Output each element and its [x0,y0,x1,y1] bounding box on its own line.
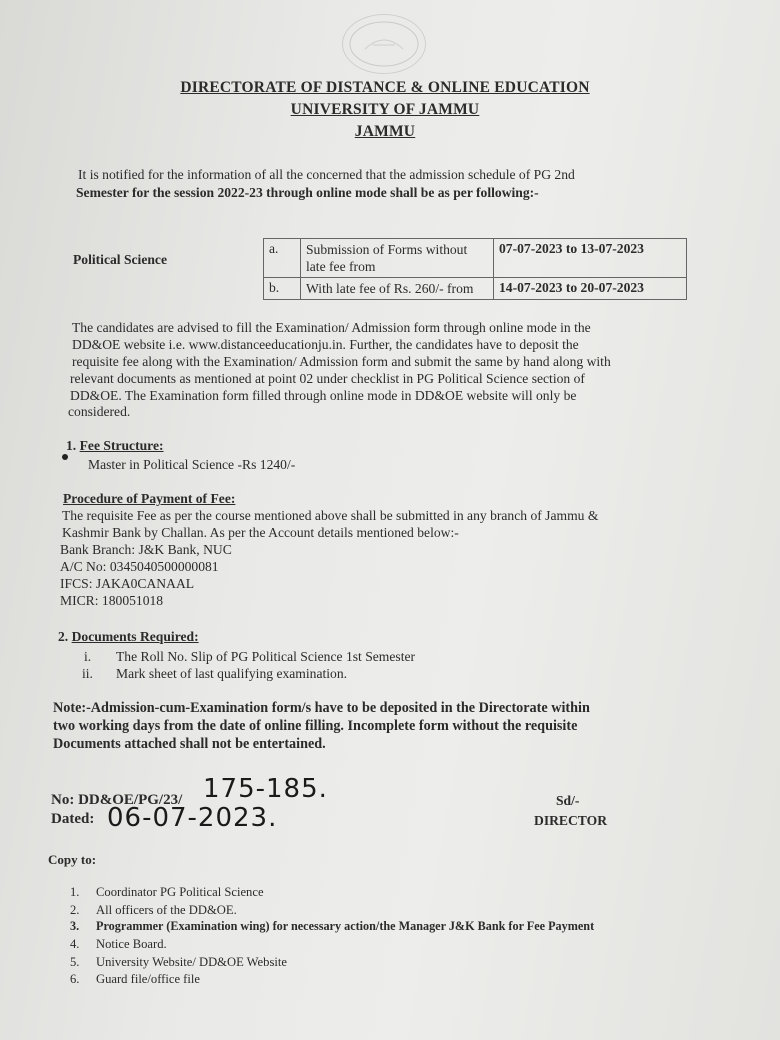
advice-line: DD&OE website i.e. www.distanceeducationju.in. Further, the candidates have to deposit the [72,337,579,352]
list-item-text: University Website/ DD&OE Website [96,955,287,969]
bullet-icon [62,454,68,460]
header-university: UNIVERSITY OF JAMMU [290,101,480,118]
bank-branch: Bank Branch: J&K Bank, NUC [60,542,232,557]
row-date-range: 14-07-2023 to 20-07-2023 [494,278,687,300]
documents-heading [58,628,199,645]
list-item-number: 1. [70,885,80,899]
list-item [70,903,237,918]
list-item-text: Coordinator PG Political Science [96,885,264,899]
list-item [70,972,200,987]
schedule-table [263,238,687,300]
director-title: DIRECTOR [534,813,608,828]
intro-line-2: Semester for the session 2022-23 through online mode shall be as per following:- [76,185,539,200]
table-row [264,239,687,278]
university-seal-icon [342,14,426,74]
table-row [264,278,687,300]
fee-item: Master in Political Science -Rs 1240/- [88,457,296,472]
intro-line-1: It is notified for the information of all the concerned that the admission schedule of PG 2nd [78,167,575,182]
reference-number-label: No: DD&OE/PG/23/ [51,792,183,808]
fee-heading-number: 1. [66,438,77,453]
list-item [84,648,415,665]
advice-line: DD&OE. The Examination form filled through online mode in DD&OE website will only be [70,388,577,403]
list-item-text: Guard file/office file [96,972,200,986]
header-directorate: DIRECTORATE OF DISTANCE & ONLINE EDUCATION [180,79,590,96]
list-item-text: Notice Board. [96,937,167,951]
note-line: two working days from the date of online filling. Incomplete form without the requisite [53,718,578,734]
list-item [70,955,287,970]
fee-heading-label: Fee Structure: [79,438,164,453]
documents-heading-label: Documents Required: [71,629,199,644]
documents-heading-number: 2. [58,629,69,644]
fee-heading [66,437,164,454]
list-item-text: All officers of the DD&OE. [96,903,237,917]
date-handwritten: 06-07-2023. [107,803,278,833]
dated-label: Dated: [51,811,95,827]
schedule-subject: Political Science [73,252,167,267]
ifsc-code: IFCS: JAKA0CANAAL [60,576,195,591]
list-item-number: 4. [70,937,80,951]
row-index: a. [264,239,301,278]
list-item-number: 6. [70,972,80,986]
signature-mark: Sd/- [556,793,580,808]
payment-line: The requisite Fee as per the course mentioned above shall be submitted in any branch of Jammu & [62,508,599,523]
header-city: JAMMU [354,123,416,140]
list-item-text: The Roll No. Slip of PG Political Science 1st Semester [116,649,416,664]
copy-heading: Copy to: [48,852,97,867]
list-item-number: 3. [70,919,80,933]
list-item [70,937,167,952]
advice-line: considered. [68,404,131,419]
row-index: b. [264,278,301,300]
list-item-text: Programmer (Examination wing) for necessary action/the Manager J&K Bank for Fee Payment [96,919,595,933]
list-item-number: i. [84,649,92,664]
reference-number-handwritten: 175-185. [203,774,328,804]
list-item-text: Mark sheet of last qualifying examination. [116,666,348,681]
row-date-range: 07-07-2023 to 13-07-2023 [494,239,687,278]
list-item-number: ii. [82,666,93,681]
note-line: Note:-Admission-cum-Examination form/s have to be deposited in the Directorate within [53,700,590,716]
list-item-number: 5. [70,955,80,969]
list-item-number: 2. [70,903,80,917]
micr-code: MICR: 180051018 [60,593,164,608]
payment-line: Kashmir Bank by Challan. As per the Account details mentioned below:- [62,525,459,540]
note-line: Documents attached shall not be entertained. [53,736,326,752]
advice-line: requisite fee along with the Examination/ Admission form and submit the same by hand along with [72,354,611,369]
list-item [70,919,594,934]
list-item [82,665,347,682]
list-item [70,885,264,900]
advice-line: relevant documents as mentioned at point 02 under checklist in PG Political Science section of [70,371,585,386]
payment-heading: Procedure of Payment of Fee: [63,491,236,506]
advice-line: The candidates are advised to fill the Examination/ Admission form through online mode in the [72,320,591,335]
row-description: Submission of Forms without late fee from [301,239,494,278]
account-number: A/C No: 0345040500000081 [60,559,219,574]
row-description: With late fee of Rs. 260/- from [301,278,494,300]
